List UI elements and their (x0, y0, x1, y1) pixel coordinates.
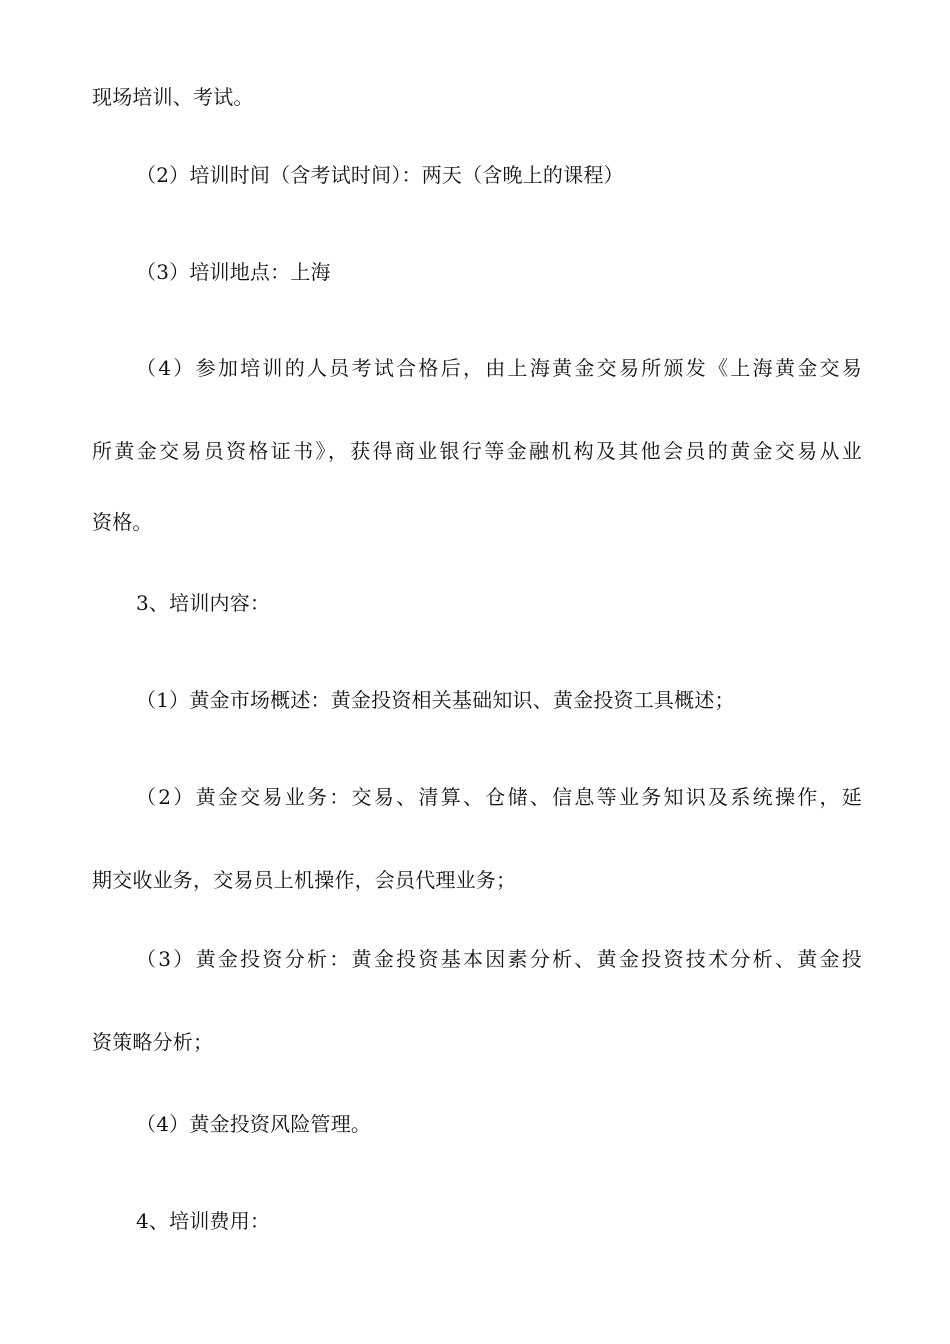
paragraph-line: 现场培训、考试。 (92, 85, 254, 109)
section-heading: 4、培训费用： (136, 1209, 271, 1233)
paragraph-line: 期交收业务，交易员上机操作，会员代理业务； (92, 868, 517, 892)
paragraph-line: （4）参加培训的人员考试合格后，由上海黄金交易所颁发《上海黄金交易 (136, 356, 862, 380)
paragraph-line: （4）黄金投资风险管理。 (136, 1112, 372, 1136)
paragraph-line: 资策略分析； (92, 1030, 214, 1054)
paragraph-line: （3）黄金投资分析：黄金投资基本因素分析、黄金投资技术分析、黄金投 (136, 947, 862, 971)
paragraph-line: （1）黄金市场概述：黄金投资相关基础知识、黄金投资工具概述； (136, 688, 735, 712)
paragraph-line: 资格。 (92, 510, 153, 534)
paragraph-line: （3）培训地点：上海 (136, 260, 331, 284)
paragraph-line: （2）黄金交易业务：交易、清算、仓储、信息等业务知识及系统操作，延 (136, 785, 862, 809)
paragraph-line: 所黄金交易员资格证书》，获得商业银行等金融机构及其他会员的黄金交易从业 (92, 439, 862, 463)
section-heading: 3、培训内容： (136, 591, 271, 615)
paragraph-line: （2）培训时间（含考试时间）：两天（含晚上的课程） (136, 163, 624, 187)
